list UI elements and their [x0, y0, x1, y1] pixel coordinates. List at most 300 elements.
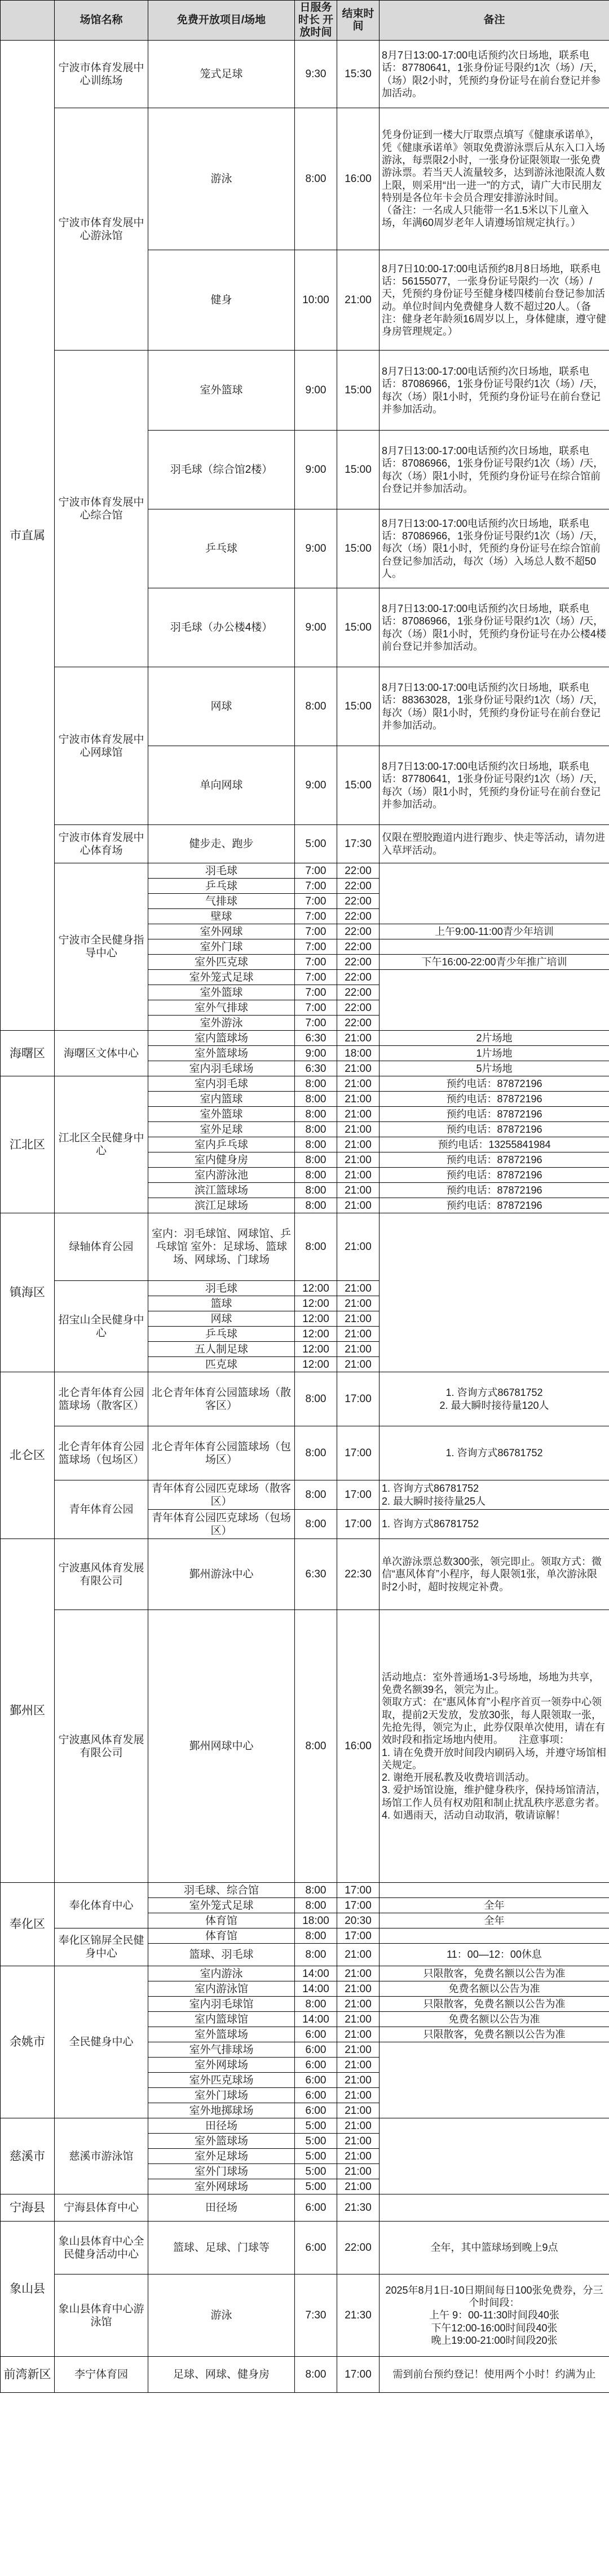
- table-row: [1, 1031, 609, 1046]
- open-time-cell: 6:30: [295, 1061, 337, 1076]
- item-cell: 室外网球: [148, 924, 295, 939]
- item-cell: 室外篮球场: [148, 2027, 295, 2042]
- venue-cell: 招宝山全民健身中心: [55, 1281, 148, 1372]
- open-time-cell: 8:00: [295, 1213, 337, 1281]
- item-cell: 室外笼式足球: [148, 1898, 295, 1913]
- open-time-cell: 8:00: [295, 1928, 337, 1944]
- item-cell: 室内篮球场: [148, 1031, 295, 1046]
- close-time-cell: 22:00: [337, 2222, 379, 2274]
- close-time-cell: 15:00: [337, 351, 379, 431]
- open-time-cell: 7:00: [295, 955, 337, 970]
- close-time-cell: 22:00: [337, 985, 379, 1000]
- table-row: [1, 1372, 609, 1426]
- note-cell: 8月7日10:00-17:00电话预约8月8日场地，联系电话：56155077，一张身份证号限约一次（场）/天，凭预约身份证号至健身楼四楼前台登记参加活动。单位时间内免费健身人数不超过20人。（备注：健身老年龄须16周岁以上，身体健康，遵守健身房管理规定。）: [379, 250, 609, 351]
- item-cell: 体育馆: [148, 1928, 295, 1944]
- region-cell: 江北区: [1, 1076, 55, 1213]
- open-time-cell: 6:00: [295, 2073, 337, 2088]
- close-time-cell: 15:00: [337, 746, 379, 825]
- region-cell: 象山县: [1, 2222, 55, 2357]
- note-cell: 下午16:00-22:00青少年推广培训: [379, 955, 609, 970]
- item-cell: 足球、网球、健身房: [148, 2357, 295, 2393]
- item-cell: 乒乓球: [148, 509, 295, 588]
- table-row: [1, 41, 609, 108]
- table-row: [1, 108, 609, 250]
- open-time-cell: 8:00: [295, 1610, 337, 1883]
- item-cell: 羽毛球: [148, 863, 295, 879]
- venue-cell: 宁波市体育发展中心训练场: [55, 41, 148, 108]
- item-cell: 室外匹克球: [148, 955, 295, 970]
- item-cell: 室内游泳: [148, 1966, 295, 1981]
- venue-cell: 奉化体育中心: [55, 1883, 148, 1928]
- table-row: [1, 2118, 609, 2134]
- item-cell: 室外足球: [148, 1122, 295, 1137]
- venue-cell: 宁波惠风体育发展有限公司: [55, 1539, 148, 1610]
- close-time-cell: 22:00: [337, 894, 379, 909]
- open-time-cell: 7:00: [295, 894, 337, 909]
- item-cell: 游泳: [148, 2274, 295, 2357]
- table-header: [1, 1, 609, 41]
- close-time-cell: 21:00: [337, 1213, 379, 1281]
- item-cell: 室外篮球: [148, 351, 295, 431]
- open-time-cell: 9:30: [295, 41, 337, 108]
- venue-cell: 李宁体育园: [55, 2357, 148, 2393]
- open-time-cell: 8:00: [295, 108, 337, 250]
- close-time-cell: 21:00: [337, 1981, 379, 1997]
- close-time-cell: 17:00: [337, 1898, 379, 1913]
- note-cell: 仅限在塑胶跑道内进行跑步、快走等活动，请勿进入草坪活动。: [379, 825, 609, 863]
- open-time-cell: 7:00: [295, 1016, 337, 1031]
- table-row: [1, 1426, 609, 1480]
- item-cell: 北仑青年体育公园篮球场（散客区）: [148, 1372, 295, 1426]
- close-time-cell: 22:00: [337, 879, 379, 894]
- close-time-cell: 21:00: [337, 2134, 379, 2149]
- item-cell: 室内乒乓球: [148, 1137, 295, 1152]
- close-time-cell: 17:00: [337, 1883, 379, 1898]
- item-cell: 青年体育公园匹克球场（散客区）: [148, 1480, 295, 1510]
- item-cell: 室内：羽毛球馆、网球馆、乒乓球馆 室外：足球场、篮球场、网球场、门球场: [148, 1213, 295, 1281]
- table-row: [1, 1610, 609, 1883]
- note-cell: 只限散客，免费名额以公告为准: [379, 1966, 609, 1981]
- close-time-cell: 21:00: [337, 2149, 379, 2164]
- table-row: [1, 351, 609, 431]
- item-cell: 青年体育公园匹克球场（包场区）: [148, 1510, 295, 1539]
- table-row: [1, 1928, 609, 1944]
- venue-cell: 象山县体育中心全民健身活动中心: [55, 2222, 148, 2274]
- open-time-cell: 6:00: [295, 2027, 337, 2042]
- item-cell: 室外网球场: [148, 2179, 295, 2194]
- table-row: [1, 1076, 609, 1092]
- close-time-cell: 21:00: [337, 1183, 379, 1198]
- item-cell: 羽毛球、综合馆: [148, 1883, 295, 1898]
- item-cell: 笼式足球: [148, 41, 295, 108]
- open-time-cell: 8:00: [295, 1997, 337, 2012]
- close-time-cell: 21:00: [337, 2042, 379, 2058]
- item-cell: 室内游泳池: [148, 1168, 295, 1183]
- note-cell: [379, 863, 609, 924]
- item-cell: 单向网球: [148, 746, 295, 825]
- open-time-cell: 9:00: [295, 509, 337, 588]
- open-time-cell: 8:00: [295, 1152, 337, 1168]
- open-time-cell: 6:30: [295, 1031, 337, 1046]
- open-time-cell: 14:00: [295, 2012, 337, 2027]
- header-close: 结束时间: [337, 1, 379, 41]
- note-cell: 只限散客，免费名额以公告为准: [379, 1997, 609, 2012]
- close-time-cell: 21:00: [337, 1997, 379, 2012]
- note-cell: 免费名额以公告为准: [379, 2012, 609, 2027]
- item-cell: 室外网球场: [148, 2058, 295, 2073]
- item-cell: 游泳: [148, 108, 295, 250]
- open-time-cell: 8:00: [295, 667, 337, 746]
- open-time-cell: 8:00: [295, 2357, 337, 2393]
- header-venue: 场馆名称: [55, 1, 148, 41]
- close-time-cell: 16:00: [337, 1610, 379, 1883]
- item-cell: 网球: [148, 667, 295, 746]
- note-cell: 凭身份证到一楼大厅取票点填写《健康承诺单》，凭《健康承诺单》领取免费游泳票后从东入口入场游泳，每票限2小时，一张身份证限领取一张免费游泳票。若当天人流量较多，达到游泳池限流人数上限，则采用“出一进一”的方式，请广大市民朋友特别是各位年卡会员合理安排游泳时间。 （备注：一名成人只能带一名1.5米以下儿童入场，年满60周岁老年人请遵场馆规定执行。）: [379, 108, 609, 250]
- item-cell: 乒乓球: [148, 879, 295, 894]
- open-time-cell: 7:00: [295, 985, 337, 1000]
- venue-cell: 绿轴体育公园: [55, 1213, 148, 1281]
- note-cell: 8月7日13:00-17:00电话预约次日场地，联系电话：87086966，1张身份证号限约1次（场）/天，每次（场）限1小时，凭预约身份证号在综合馆前台登记并参加活动。: [379, 431, 609, 509]
- note-cell: 全年: [379, 1898, 609, 1913]
- open-time-cell: 5:00: [295, 2134, 337, 2149]
- close-time-cell: 21:00: [337, 1281, 379, 1296]
- item-cell: 匹克球: [148, 1357, 295, 1372]
- item-cell: 滨江篮球场: [148, 1183, 295, 1198]
- open-time-cell: 7:00: [295, 939, 337, 955]
- open-time-cell: 5:00: [295, 2164, 337, 2179]
- item-cell: 室外气排球场: [148, 2042, 295, 2058]
- item-cell: 室外气排球: [148, 1000, 295, 1016]
- close-time-cell: 21:00: [337, 1152, 379, 1168]
- close-time-cell: 22:00: [337, 924, 379, 939]
- open-time-cell: 7:00: [295, 970, 337, 985]
- header-region: [1, 1, 55, 41]
- item-cell: 室内健身房: [148, 1152, 295, 1168]
- close-time-cell: 21:00: [337, 2118, 379, 2134]
- open-time-cell: 8:00: [295, 1183, 337, 1198]
- close-time-cell: 20:30: [337, 1913, 379, 1928]
- region-cell: 余姚市: [1, 1966, 55, 2118]
- note-cell: [379, 2042, 609, 2118]
- note-cell: 2片场地: [379, 1031, 609, 1046]
- open-time-cell: 6:00: [295, 2058, 337, 2073]
- note-cell: 预约电话：87872196: [379, 1168, 609, 1183]
- open-time-cell: 5:00: [295, 825, 337, 863]
- close-time-cell: 22:00: [337, 939, 379, 955]
- venue-cell: 青年体育公园: [55, 1480, 148, 1539]
- note-cell: 8月7日13:00-17:00电话预约次日场地，联系电话：87086966，1张身份证号限约1次（场）/天，每次（场）限1小时，凭预约身份证号在前台登记并参加活动。: [379, 351, 609, 431]
- venue-cell: 北仑青年体育公园篮球场（散客区）: [55, 1372, 148, 1426]
- close-time-cell: 17:00: [337, 2357, 379, 2393]
- region-cell: 鄞州区: [1, 1539, 55, 1883]
- table-row: [1, 825, 609, 863]
- close-time-cell: 21:00: [337, 1076, 379, 1092]
- open-time-cell: 6:00: [295, 2222, 337, 2274]
- item-cell: 田径场: [148, 2118, 295, 2134]
- open-time-cell: 8:00: [295, 1372, 337, 1426]
- item-cell: 室内篮球: [148, 1092, 295, 1107]
- item-cell: 篮球、羽毛球: [148, 1944, 295, 1966]
- region-cell: 奉化区: [1, 1883, 55, 1966]
- close-time-cell: 21:00: [337, 1031, 379, 1046]
- note-cell: 8月7日13:00-17:00电话预约次日场地，联系电话：88363028，1张身份证号限约1次（场）/天，每次（场）限1小时，凭预约身份证号在前台登记并参加活动。: [379, 667, 609, 746]
- close-time-cell: 16:00: [337, 108, 379, 250]
- open-time-cell: 7:00: [295, 879, 337, 894]
- item-cell: 篮球、足球、门球等: [148, 2222, 295, 2274]
- open-time-cell: 8:00: [295, 1092, 337, 1107]
- item-cell: 室外篮球: [148, 1107, 295, 1122]
- item-cell: 室外匹克球场: [148, 2073, 295, 2088]
- close-time-cell: 21:30: [337, 2274, 379, 2357]
- note-cell: 预约电话：87872196: [379, 1122, 609, 1137]
- close-time-cell: 21:00: [337, 1357, 379, 1372]
- open-time-cell: 5:00: [295, 2179, 337, 2194]
- note-cell: 只限散客，免费名额以公告为准: [379, 2027, 609, 2042]
- item-cell: 气排球: [148, 894, 295, 909]
- close-time-cell: 21:00: [337, 1944, 379, 1966]
- item-cell: 室内羽毛球馆: [148, 1997, 295, 2012]
- close-time-cell: 22:00: [337, 955, 379, 970]
- venue-cell: 北仑青年体育公园篮球场（包场区）: [55, 1426, 148, 1480]
- table-row: [1, 2274, 609, 2357]
- venue-cell: 宁波市全民健身指导中心: [55, 863, 148, 1031]
- venue-cell: 全民健身中心: [55, 1966, 148, 2118]
- note-cell: [379, 939, 609, 955]
- open-time-cell: 5:00: [295, 2149, 337, 2164]
- close-time-cell: 17:30: [337, 825, 379, 863]
- open-time-cell: 7:00: [295, 924, 337, 939]
- open-time-cell: 9:00: [295, 351, 337, 431]
- open-time-cell: 7:00: [295, 909, 337, 924]
- open-time-cell: 9:00: [295, 588, 337, 667]
- note-cell: 预约电话：87872196: [379, 1107, 609, 1122]
- close-time-cell: 22:30: [337, 1539, 379, 1610]
- close-time-cell: 21:00: [337, 1198, 379, 1213]
- note-cell: 1. 咨询方式86781752: [379, 1510, 609, 1539]
- note-cell: [379, 970, 609, 1031]
- item-cell: 室外地掷球场: [148, 2103, 295, 2118]
- note-cell: 8月7日13:00-17:00电话预约次日场地，联系电话：87780641，1张身份证号限约1次（场）/天，每次（场）限1小时，凭预约身份证号在前台登记并参加活动。: [379, 746, 609, 825]
- note-cell: 8月7日13:00-17:00电话预约次日场地，联系电话：87086966，1张身份证号限约1次（场）/天，每次（场）限1小时，凭预约身份证号在综合馆前台登记参加活动，每次（场）入场总人数不超50人。: [379, 509, 609, 588]
- note-cell: 预约电话：87872196: [379, 1183, 609, 1198]
- open-time-cell: 12:00: [295, 1357, 337, 1372]
- venue-cell: 海曙区文体中心: [55, 1031, 148, 1076]
- table-row: [1, 667, 609, 746]
- venue-cell: 宁海县体育中心: [55, 2194, 148, 2222]
- close-time-cell: 21:30: [337, 2194, 379, 2222]
- table-row: [1, 1539, 609, 1610]
- item-cell: 室外游泳: [148, 1016, 295, 1031]
- header-open: 日服务时长 开放时间: [295, 1, 337, 41]
- note-cell: 需到前台预约登记！使用两个小时！约满为止: [379, 2357, 609, 2393]
- open-time-cell: 9:00: [295, 431, 337, 509]
- item-cell: 羽毛球: [148, 1281, 295, 1296]
- open-time-cell: 5:00: [295, 2118, 337, 2134]
- item-cell: 鄞州游泳中心: [148, 1539, 295, 1610]
- table-row: [1, 1883, 609, 1898]
- close-time-cell: 17:00: [337, 1510, 379, 1539]
- open-time-cell: 8:00: [295, 1076, 337, 1092]
- open-time-cell: 8:00: [295, 1122, 337, 1137]
- open-time-cell: 12:00: [295, 1327, 337, 1342]
- open-time-cell: 14:00: [295, 1966, 337, 1981]
- item-cell: 室外门球: [148, 939, 295, 955]
- item-cell: 羽毛球（综合馆2楼）: [148, 431, 295, 509]
- note-cell: 8月7日13:00-17:00电话预约次日场地，联系电话：87086966，1张身份证号限约1次（场）/天，每次（场）限1小时，凭预约身份证号在办公楼4楼前台登记并参加活动。: [379, 588, 609, 667]
- item-cell: 篮球: [148, 1296, 295, 1311]
- close-time-cell: 21:00: [337, 2179, 379, 2194]
- open-time-cell: 12:00: [295, 1281, 337, 1296]
- region-cell: 宁海县: [1, 2194, 55, 2222]
- note-cell: 1. 咨询方式86781752: [379, 1426, 609, 1480]
- venue-cell: 江北区全民健身中心: [55, 1076, 148, 1213]
- close-time-cell: 17:00: [337, 1480, 379, 1510]
- open-time-cell: 8:00: [295, 1107, 337, 1122]
- note-cell: [379, 2194, 609, 2222]
- venue-cell: 宁波市体育发展中心体育场: [55, 825, 148, 863]
- close-time-cell: 21:00: [337, 1311, 379, 1327]
- note-cell: 全年，其中篮球场到晚上9点: [379, 2222, 609, 2274]
- item-cell: 鄞州网球中心: [148, 1610, 295, 1883]
- note-cell: 预约电话：87872196: [379, 1076, 609, 1092]
- open-time-cell: 8:00: [295, 1510, 337, 1539]
- close-time-cell: 15:00: [337, 667, 379, 746]
- open-time-cell: 9:00: [295, 746, 337, 825]
- close-time-cell: 21:00: [337, 1092, 379, 1107]
- item-cell: 室外足球场: [148, 2149, 295, 2164]
- open-time-cell: 6:00: [295, 2088, 337, 2103]
- open-time-cell: 8:00: [295, 1198, 337, 1213]
- table-row: [1, 1966, 609, 1981]
- table-row: [1, 1480, 609, 1510]
- close-time-cell: 21:00: [337, 1966, 379, 1981]
- open-time-cell: 6:00: [295, 2103, 337, 2118]
- item-cell: 网球: [148, 1311, 295, 1327]
- open-time-cell: 12:00: [295, 1311, 337, 1327]
- close-time-cell: 21:00: [337, 1107, 379, 1122]
- note-cell: 2025年8月1日-10日期间每日100张免费券，分三个时间段： 上午 9：00-11:30时间段40张 下午12:00-16:00时间段40张 晚上19:00-21:00时间段20张: [379, 2274, 609, 2357]
- close-time-cell: 22:00: [337, 970, 379, 985]
- item-cell: 体育馆: [148, 1913, 295, 1928]
- item-cell: 五人制足球: [148, 1342, 295, 1357]
- open-time-cell: 8:00: [295, 1137, 337, 1152]
- item-cell: 北仑青年体育公园篮球场（包场区）: [148, 1426, 295, 1480]
- open-time-cell: 10:00: [295, 250, 337, 351]
- note-cell: [379, 2118, 609, 2194]
- region-cell: 慈溪市: [1, 2118, 55, 2194]
- venue-cell: 宁波惠风体育发展有限公司: [55, 1610, 148, 1883]
- item-cell: 壁球: [148, 909, 295, 924]
- item-cell: 室外笼式足球: [148, 970, 295, 985]
- open-time-cell: 6:00: [295, 2042, 337, 2058]
- note-cell: 免费名额以公告为准: [379, 1981, 609, 1997]
- open-time-cell: 6:00: [295, 2194, 337, 2222]
- close-time-cell: 21:00: [337, 2164, 379, 2179]
- note-cell: 1片场地: [379, 1046, 609, 1061]
- open-time-cell: 8:00: [295, 1480, 337, 1510]
- close-time-cell: 21:00: [337, 1296, 379, 1311]
- note-cell: [379, 1883, 609, 1898]
- venue-cell: 象山县体育中心游泳馆: [55, 2274, 148, 2357]
- close-time-cell: 21:00: [337, 2058, 379, 2073]
- close-time-cell: 21:00: [337, 2027, 379, 2042]
- note-cell: 1. 咨询方式86781752 2. 最大瞬时接待量120人: [379, 1372, 609, 1426]
- table-row: [1, 863, 609, 879]
- close-time-cell: 21:00: [337, 1122, 379, 1137]
- close-time-cell: 18:00: [337, 1046, 379, 1061]
- table-body: [1, 41, 609, 2393]
- venue-cell: 宁波市体育发展中心网球馆: [55, 667, 148, 825]
- close-time-cell: 15:00: [337, 431, 379, 509]
- close-time-cell: 21:00: [337, 2088, 379, 2103]
- open-time-cell: 8:00: [295, 1168, 337, 1183]
- close-time-cell: 21:00: [337, 2073, 379, 2088]
- item-cell: 室内羽毛球场: [148, 1061, 295, 1076]
- header-note: 备注: [379, 1, 609, 41]
- venue-cell: 宁波市体育发展中心综合馆: [55, 351, 148, 667]
- note-cell: 8月7日13:00-17:00电话预约次日场地，联系电话：87780641，1张身份证号限约1次（场）/天，（场）限2小时，凭预约身份证号在前台登记并参加活动。: [379, 41, 609, 108]
- item-cell: 滨江足球场: [148, 1198, 295, 1213]
- open-time-cell: 12:00: [295, 1296, 337, 1311]
- item-cell: 室外门球场: [148, 2164, 295, 2179]
- note-cell: [379, 1213, 609, 1372]
- open-time-cell: 12:00: [295, 1342, 337, 1357]
- item-cell: 室内羽毛球: [148, 1076, 295, 1092]
- item-cell: 羽毛球（办公楼4楼）: [148, 588, 295, 667]
- open-time-cell: 7:00: [295, 863, 337, 879]
- open-time-cell: 6:30: [295, 1539, 337, 1610]
- close-time-cell: 21:00: [337, 1168, 379, 1183]
- note-cell: 1. 咨询方式86781752 2. 最大瞬时接待量25人: [379, 1480, 609, 1510]
- close-time-cell: 15:00: [337, 509, 379, 588]
- item-cell: 乒乓球: [148, 1327, 295, 1342]
- close-time-cell: 21:00: [337, 1061, 379, 1076]
- note-cell: 全年: [379, 1913, 609, 1928]
- item-cell: 室外篮球场: [148, 2134, 295, 2149]
- table-row: [1, 1213, 609, 1281]
- open-time-cell: 8:00: [295, 1883, 337, 1898]
- open-time-cell: 9:00: [295, 1046, 337, 1061]
- item-cell: 室外门球场: [148, 2088, 295, 2103]
- note-cell: 预约电话：13255841984: [379, 1137, 609, 1152]
- close-time-cell: 15:30: [337, 41, 379, 108]
- region-cell: 北仑区: [1, 1372, 55, 1539]
- table-row: [1, 2357, 609, 2393]
- note-cell: [379, 1928, 609, 1944]
- item-cell: 健身: [148, 250, 295, 351]
- venue-cell: 奉化区锦屏全民健身中心: [55, 1928, 148, 1966]
- item-cell: 室外篮球: [148, 985, 295, 1000]
- close-time-cell: 17:00: [337, 1426, 379, 1480]
- header-item: 免费开放项目/场地: [148, 1, 295, 41]
- region-cell: 海曙区: [1, 1031, 55, 1076]
- item-cell: 田径场: [148, 2194, 295, 2222]
- close-time-cell: 22:00: [337, 909, 379, 924]
- close-time-cell: 22:00: [337, 1016, 379, 1031]
- item-cell: 室内游泳馆: [148, 1981, 295, 1997]
- open-time-cell: 14:00: [295, 1981, 337, 1997]
- note-cell: 上午9:00-11:00青少年培训: [379, 924, 609, 939]
- item-cell: 室外篮球场: [148, 1046, 295, 1061]
- table-row: [1, 2194, 609, 2222]
- region-cell: 前湾新区: [1, 2357, 55, 2393]
- note-cell: 预约电话：87872196: [379, 1092, 609, 1107]
- close-time-cell: 21:00: [337, 250, 379, 351]
- open-time-cell: 8:00: [295, 1426, 337, 1480]
- close-time-cell: 22:00: [337, 863, 379, 879]
- note-cell: 单次游泳票总数300张，领完即止。领取方式：微信“惠风体育”小程序，每人限领1张，单次游泳限时2小时，超时按规定补费。: [379, 1539, 609, 1610]
- item-cell: 健步走、跑步: [148, 825, 295, 863]
